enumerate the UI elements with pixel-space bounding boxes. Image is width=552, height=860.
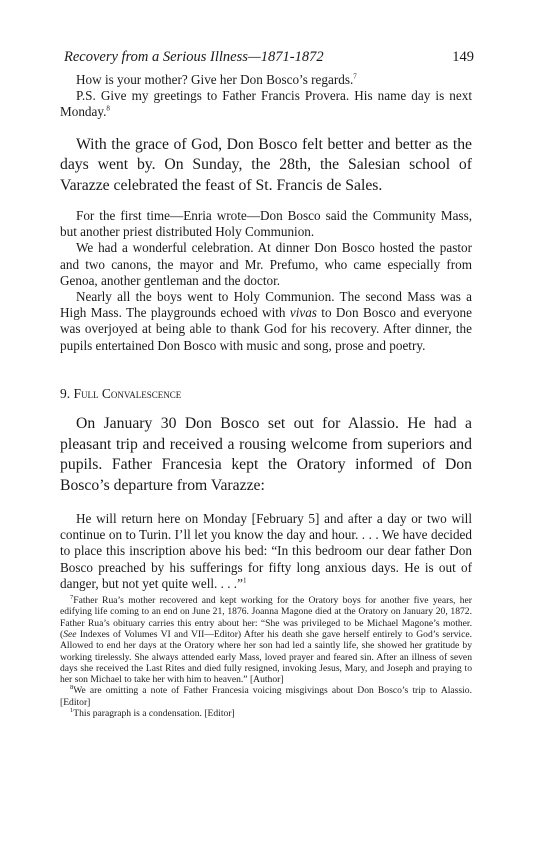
page-body [60, 72, 472, 719]
letter-text: P.S. Give my greetings to Father Francis Provera. His name day is next Monday. [60, 88, 472, 120]
letter-postscript [60, 88, 472, 120]
quote-paragraph: For the first time—Enria wrote—Don Bosco said the Community Mass, but another priest distributed Holy Communion. [60, 208, 472, 240]
quote-paragraph: We had a wonderful celebration. At dinner Don Bosco hosted the pastor and two canons, the mayor and Mr. Prefumo, who came especially from Genoa, another gentleman and the doctor. [60, 240, 472, 288]
letter-line [60, 72, 472, 88]
quote-paragraph: Nearly all the boys went to Holy Communion. The second Mass was a High Mass. The playgrounds echoed with vivas to Don Bosco and everyone was overjoyed at being able to thank God for his recovery. After dinner, the pupils entertained Don Bosco with music and song, prose and poetry. [60, 289, 472, 353]
italic-word: vivas [289, 305, 317, 321]
narration-paragraph: On January 30 Don Bosco set out for Alassio. He had a pleasant trip and received a rousing welcome from superiors and pupils. Father Francesia kept the Oratory informed of Don Bosco’s departure from Varazze: [60, 414, 472, 495]
footnote-ref: 7 [353, 72, 357, 81]
footnote-mark: 1 [70, 706, 74, 714]
footnote: $^1$This paragraph is a condensation. [Editor] [70, 706, 235, 719]
letter-text: How is your mother? Give her Don Bosco’s regards. [76, 72, 354, 87]
footnote-mark: 8 [70, 684, 74, 692]
footnote: $^7$Father Rua’s mother recovered and kept working for the Oratory boys for another five years, her edifying life coming to an end on June 21, 1876. Joanna Magone died at the Oratory on January 20, 1872. Father Rua’s obituary carries this entry about her: “She was privileged to be Michael Magone’s mother. (See Indexes of Volumes VI and VII—Editor) After his death she gave herself entirely to God’s service. Allowed to end her days at the Oratory where her son had led a saintly life, she showed her gratitude by working tirelessly. She always attended early Mass, loved prayer and feared sin. After an illness of seven days she received the Last Rites and died fully resigned, invoking Jesus, Mary, and Joseph and praying to her son Michael to take her with him to heaven.” [Author] [60, 593, 472, 686]
section-number: 9. [60, 385, 71, 401]
footnotes [60, 595, 472, 719]
footnote-ref: 8 [106, 105, 110, 114]
running-title: Recovery from a Serious Illness—1871-1872 [64, 49, 324, 65]
footnote: $^8$We are omitting a note of Father Francesia voicing misgivings about Don Bosco’s trip to Alassio. [Editor] [60, 684, 472, 708]
page-number: 149 [452, 49, 474, 65]
section-heading [60, 385, 472, 402]
running-head [64, 48, 474, 66]
footnote-mark: 7 [70, 593, 74, 601]
narration-paragraph: With the grace of God, Don Bosco felt better and better as the days went by. On Sunday, the 28th, the Salesian school of Varazze celebrated the feast of St. Francis de Sales. [60, 135, 472, 195]
quote-paragraph: He will return here on Monday [February 5] and after a day or two will continue on to Turin. I’ll let you know the day and hour. . . . We have decided to place this inscription above his bed: “In this bedroom our dear father Don Bosco preached by his sufferings for fifty long anxious days. He is out of danger, but not yet quite well. . . .”$^1$ [60, 511, 472, 591]
footnote-ref: 1 [242, 576, 247, 585]
section-title: Full Convalescence [73, 385, 182, 401]
